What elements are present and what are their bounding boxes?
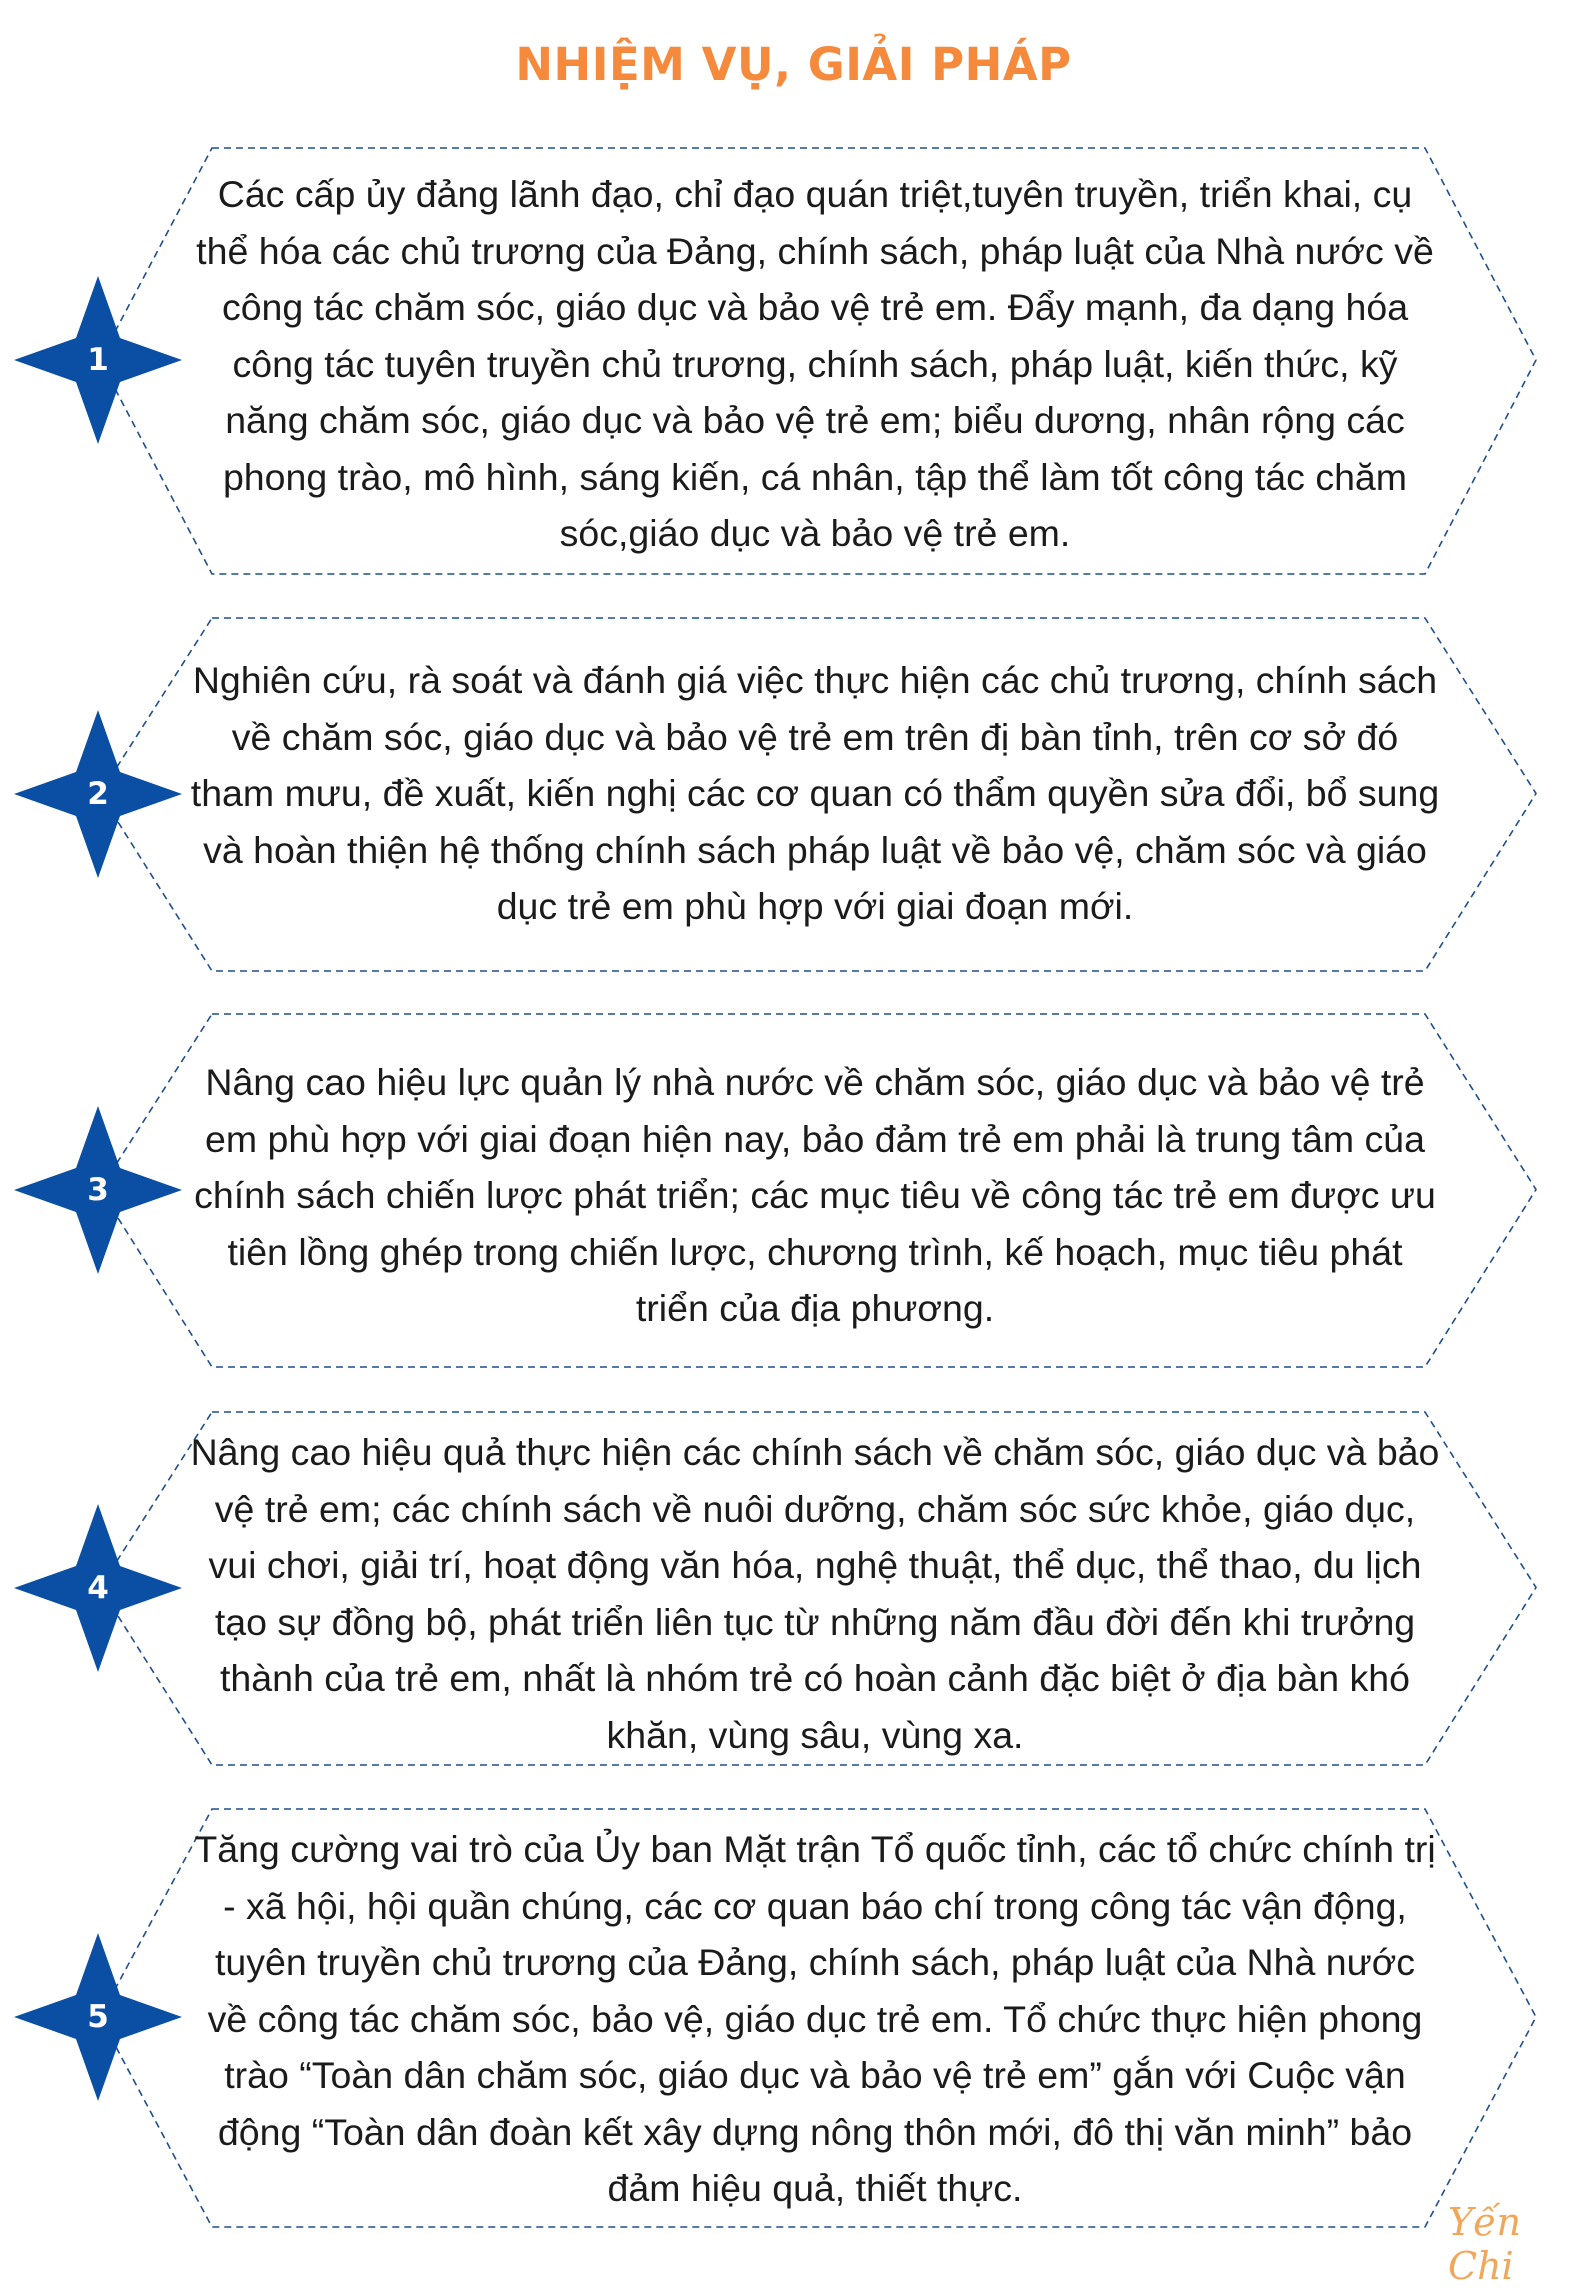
star-badge-icon (14, 710, 182, 878)
task-item (0, 1012, 1587, 1367)
task-number: 2 (87, 775, 109, 812)
task-text: Nâng cao hiệu lực quản lý nhà nước về chăm sóc, giáo dục và bảo vệ trẻ em phù hợp với giai đoạn hiện nay, bảo đảm trẻ em phải là trung tâm của chính sách chiến lược phát triển; các mục tiêu về công tác trẻ em được ưu tiên lồng ghép trong chiến lược, chương trình, kế hoạch, mục tiêu phát triển của địa phương. (194, 1061, 1436, 1329)
task-number: 4 (87, 1569, 109, 1606)
task-item (0, 1410, 1587, 1765)
task-item (0, 1807, 1587, 2227)
star-badge-icon (14, 1106, 182, 1274)
task-number: 1 (87, 342, 109, 378)
task-number: 3 (87, 1171, 109, 1208)
task-number: 5 (87, 1999, 109, 2035)
task-text: Tăng cường vai trò của Ủy ban Mặt trận Tổ quốc tỉnh, các tổ chức chính trị - xã hội, hội quần chúng, các cơ quan báo chí trong công tác vận động, tuyên truyền chủ trương của Đảng, chính sách, pháp luật của Nhà nước về công tác chăm sóc, bảo vệ, giáo dục trẻ em. Tổ chức thực hiện phong trào “Toàn dân chăm sóc, giáo dục và bảo vệ trẻ em” gắn với Cuộc vận động “Toàn dân đoàn kết xây dựng nông thôn mới, đô thị văn minh” bảo đảm hiệu quả, thiết thực. (194, 1828, 1436, 2209)
task-item (0, 616, 1587, 971)
task-text: Nghiên cứu, rà soát và đánh giá việc thực hiện các chủ trương, chính sách về chăm sóc, giáo dục và bảo vệ trẻ em trên đị bàn tỉnh, trên cơ sở đó tham mưu, đề xuất, kiến nghị các cơ quan có thẩm quyền sửa đổi, bổ sung và hoàn thiện hệ thống chính sách pháp luật về bảo vệ, chăm sóc và giáo dục trẻ em phù hợp với giai đoạn mới. (190, 659, 1440, 927)
page-title: NHIỆM VỤ, GIẢI PHÁP (515, 38, 1072, 91)
task-text: Nâng cao hiệu quả thực hiện các chính sách về chăm sóc, giáo dục và bảo vệ trẻ em; các chính sách về nuôi dưỡng, chăm sóc sức khỏe, giáo dục, vui chơi, giải trí, hoạt động văn hóa, nghệ thuật, thể dục, thể thao, du lịch tạo sự đồng bộ, phát triển liên tục từ những năm đầu đời đến khi trưởng thành của trẻ em, nhất là nhóm trẻ có hoàn cảnh đặc biệt ở địa bàn khó khăn, vùng sâu, vùng xa. (190, 1431, 1440, 1756)
star-badge-icon (14, 1933, 182, 2101)
author-signature: Yến Chi (1448, 2200, 1521, 2288)
task-item (0, 146, 1587, 574)
star-badge-icon (14, 276, 182, 444)
task-text: Các cấp ủy đảng lãnh đạo, chỉ đạo quán triệt,tuyên truyền, triển khai, cụ thể hóa các chủ trương của Đảng, chính sách, pháp luật của Nhà nước về công tác chăm sóc, giáo dục và bảo vệ trẻ em. Đẩy mạnh, đa dạng hóa công tác tuyên truyền chủ trương, chính sách, pháp luật, kiến thức, kỹ năng chăm sóc, giáo dục và bảo vệ trẻ em; biểu dương, nhân rộng các phong trào, mô hình, sáng kiến, cá nhân, tập thể làm tốt công tác chăm sóc,giáo dục và bảo vệ trẻ em. (196, 173, 1434, 554)
star-badge-icon (14, 1504, 182, 1672)
